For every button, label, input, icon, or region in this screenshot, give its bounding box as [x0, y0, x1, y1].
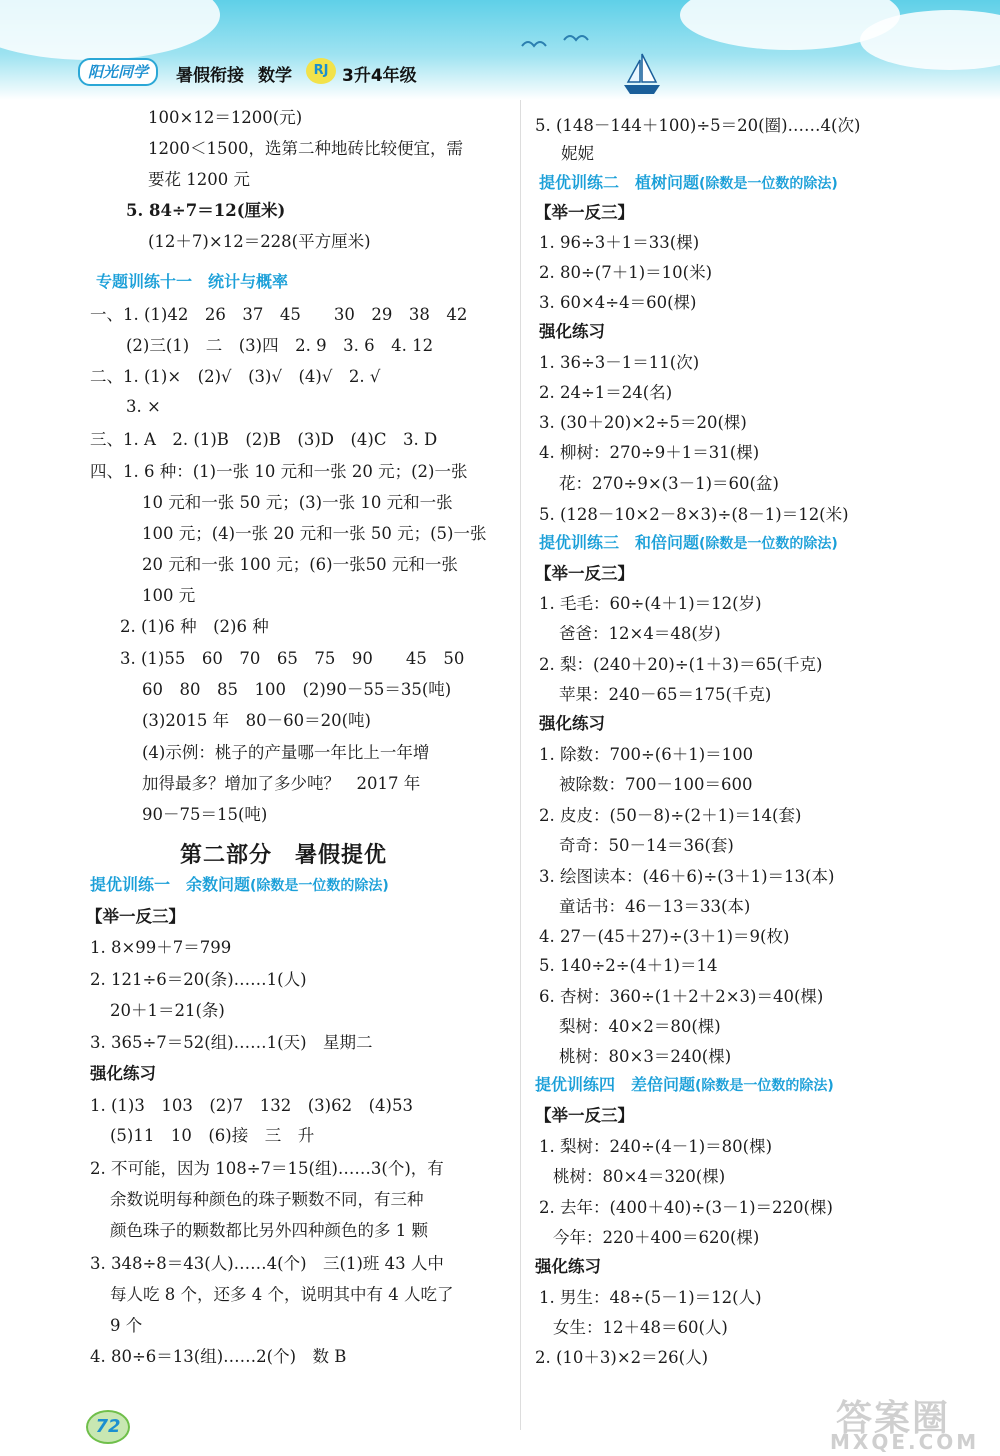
answer-line: 100 元: [142, 586, 196, 605]
answer-line: 2. 梨：(240＋20)÷(1＋3)＝65(千克): [539, 655, 823, 674]
section-title-sum-multiple: [539, 531, 838, 556]
answer-line: 1. 毛毛：60÷(4＋1)＝12(岁): [539, 594, 762, 613]
watermark-en: MXQE.COM: [830, 1430, 980, 1454]
section-title-text: 提优训练三 和倍问题: [539, 533, 700, 552]
answer-line: 二、1. (1)× (2)√ (3)√ (4)√ 2. √: [90, 367, 381, 386]
watermark-cn: 答案圈: [836, 1398, 951, 1439]
answer-line: 1. 36÷3－1＝11(次): [539, 353, 700, 372]
answer-line: 4. 柳树：270÷9＋1＝31(棵): [539, 443, 760, 462]
cloud-decoration: [0, 0, 220, 60]
answer-line: 10 元和一张 50 元；(3)一张 10 元和一张: [142, 493, 453, 512]
subheading: 强化练习: [90, 1064, 156, 1083]
answer-line: 1. 8×99＋7＝799: [90, 938, 232, 957]
subject-label: 数学: [258, 66, 292, 86]
answer-line: 四、1. 6 种：(1)一张 10 元和一张 20 元；(2)一张: [90, 462, 468, 481]
answer-line: 9 个: [110, 1316, 143, 1335]
answer-line: 每人吃 8 个，还多 4 个，说明其中有 4 人吃了: [110, 1285, 454, 1304]
answer-line: 3. 60×4÷4＝60(棵): [539, 293, 697, 312]
answer-line: 2. 80÷(7＋1)＝10(米): [539, 263, 713, 282]
answer-line: 爸爸：12×4＝48(岁): [559, 624, 721, 643]
subheading: 【举一反三】: [535, 203, 634, 222]
sailboat-icon: [622, 52, 662, 98]
answer-line: 5. (148－144＋100)÷5＝20(圈)……4(次): [535, 116, 861, 135]
answer-line: 3. ×: [126, 397, 161, 416]
answer-line: 女生：12＋48＝60(人): [553, 1318, 728, 1337]
subheading: 【举一反三】: [535, 564, 634, 583]
answer-line: (3)2015 年 80－60＝20(吨): [142, 711, 371, 730]
section-title-difference-multiple: [535, 1073, 834, 1098]
column-divider: [520, 100, 521, 1430]
answer-line: 奇奇：50－14＝36(套): [559, 836, 734, 855]
answer-line: (4)示例：桃子的产量哪一年比上一年增: [142, 743, 430, 762]
section-title-text: 提优训练四 差倍问题: [535, 1075, 696, 1094]
subheading: 【举一反三】: [86, 907, 185, 926]
answer-line: 6. 杏树：360÷(1＋2＋2×3)＝40(棵): [539, 987, 824, 1006]
answer-line: 1200＜1500，选第二种地砖比较便宜，需: [148, 139, 463, 158]
watermark: [818, 1390, 988, 1452]
answer-line: 3. 绘图读本：(46＋6)÷(3＋1)＝13(本): [539, 867, 835, 886]
section-subtitle: (除数是一位数的除法): [250, 878, 389, 894]
answer-line: 加得最多？增加了多少吨？ 2017 年: [142, 774, 421, 793]
answer-line: 2. (10＋3)×2＝26(人): [535, 1348, 709, 1367]
answer-line: 花：270÷9×(3－1)＝60(盆): [559, 474, 779, 493]
answer-line: 5. 84÷7＝12(厘米): [126, 201, 286, 220]
subheading: 强化练习: [535, 1257, 601, 1276]
grade-label: 3升4年级: [342, 66, 417, 86]
answer-line: 2. 121÷6＝20(条)……1(人): [90, 970, 307, 989]
subheading: 【举一反三】: [535, 1106, 634, 1125]
subheading: 强化练习: [539, 322, 605, 341]
answer-line: 1. 除数：700÷(6＋1)＝100: [539, 745, 754, 764]
section-subtitle: (除数是一位数的除法): [699, 536, 838, 552]
page-number: 72: [86, 1410, 130, 1444]
answer-line: 被除数：700－100＝600: [559, 775, 753, 794]
answer-line: (5)11 10 (6)接 三 升: [110, 1126, 315, 1145]
answer-line: 90－75＝15(吨): [142, 805, 268, 824]
answer-line: 童话书：46－13＝33(本): [559, 897, 751, 916]
answer-line: (12＋7)×12＝228(平方厘米): [148, 232, 371, 251]
brand-logo: 阳光同学: [78, 58, 158, 86]
answer-line: 3. (1)55 60 70 65 75 90 45 50: [120, 649, 465, 668]
answer-line: 苹果：240－65＝175(千克): [559, 685, 772, 704]
answer-line: 4. 27－(45＋27)÷(3＋1)＝9(枚): [539, 927, 790, 946]
answer-line: 一、1. (1)42 26 37 45 30 29 38 42: [90, 305, 468, 324]
answer-line: 今年：220＋400＝620(棵): [553, 1228, 760, 1247]
header-banner: [0, 0, 1000, 100]
answer-line: 3. (30＋20)×2÷5＝20(棵): [539, 413, 747, 432]
section-subtitle: (除数是一位数的除法): [695, 1078, 834, 1094]
answer-line: 60 80 85 100 (2)90－55＝35(吨): [142, 680, 452, 699]
answer-line: 100×12＝1200(元): [148, 108, 303, 127]
answer-line: 颜色珠子的颗数都比另外四种颜色的多 1 颗: [110, 1221, 428, 1240]
answer-line: (2)三(1) 二 (3)四 2. 9 3. 6 4. 12: [126, 336, 434, 355]
part-two-title: 第二部分 暑假提优: [180, 843, 388, 868]
answer-line: 20 元和一张 100 元；(6)一张50 元和一张: [142, 555, 458, 574]
section-title-statistics: 专题训练十一 统计与概率: [96, 272, 289, 291]
answer-line: 2. 去年：(400＋40)÷(3－1)＝220(棵): [539, 1198, 833, 1217]
answer-line: 2. 皮皮：(50－8)÷(2＋1)＝14(套): [539, 806, 802, 825]
answer-line: 余数说明每种颜色的珠子颗数不同，有三种: [110, 1190, 424, 1209]
answer-line: 梨树：40×2＝80(棵): [559, 1017, 721, 1036]
answer-line: 20＋1＝21(条): [110, 1001, 225, 1020]
answer-line: 2. 24÷1＝24(名): [539, 383, 673, 402]
subheading: 强化练习: [539, 714, 605, 733]
answer-line: 2. (1)6 种 (2)6 种: [120, 617, 269, 636]
book-title: 暑假衔接: [176, 66, 244, 86]
answer-line: 2. 不可能，因为 108÷7＝15(组)……3(个)，有: [90, 1159, 444, 1178]
answer-line: 三、1. A 2. (1)B (2)B (3)D (4)C 3. D: [90, 430, 438, 449]
section-title-tree-planting: [539, 171, 838, 196]
answer-line: 桃树：80×4＝320(棵): [553, 1167, 726, 1186]
answer-line: 1. 96÷3＋1＝33(棵): [539, 233, 700, 252]
answer-line: 4. 80÷6＝13(组)……2(个) 数 B: [90, 1347, 347, 1366]
answer-line: 3. 365÷7＝52(组)……1(天) 星期二: [90, 1033, 373, 1052]
answer-line: 1. 梨树：240÷(4－1)＝80(棵): [539, 1137, 773, 1156]
answer-line: 桃树：80×3＝240(棵): [559, 1047, 732, 1066]
edition-badge: RJ: [306, 58, 336, 84]
answer-line: 5. (128－10×2－8×3)÷(8－1)＝12(米): [539, 505, 849, 524]
section-subtitle: (除数是一位数的除法): [699, 176, 838, 192]
answer-line: 要花 1200 元: [148, 170, 250, 189]
birds-icon: [520, 32, 600, 56]
section-title-text: 提优训练二 植树问题: [539, 173, 700, 192]
answer-line: 1. (1)3 103 (2)7 132 (3)62 (4)53: [90, 1096, 413, 1115]
section-title-remainder: [90, 873, 389, 898]
answer-line: 妮妮: [561, 144, 594, 163]
answer-line: 100 元；(4)一张 20 元和一张 50 元；(5)一张: [142, 524, 487, 543]
answer-line: 1. 男生：48÷(5－1)＝12(人): [539, 1288, 762, 1307]
answer-line: 5. 140÷2÷(4＋1)＝14: [539, 956, 718, 975]
section-title-text: 提优训练一 余数问题: [90, 875, 251, 894]
answer-line: 3. 348÷8＝43(人)……4(个) 三(1)班 43 人中: [90, 1254, 444, 1273]
